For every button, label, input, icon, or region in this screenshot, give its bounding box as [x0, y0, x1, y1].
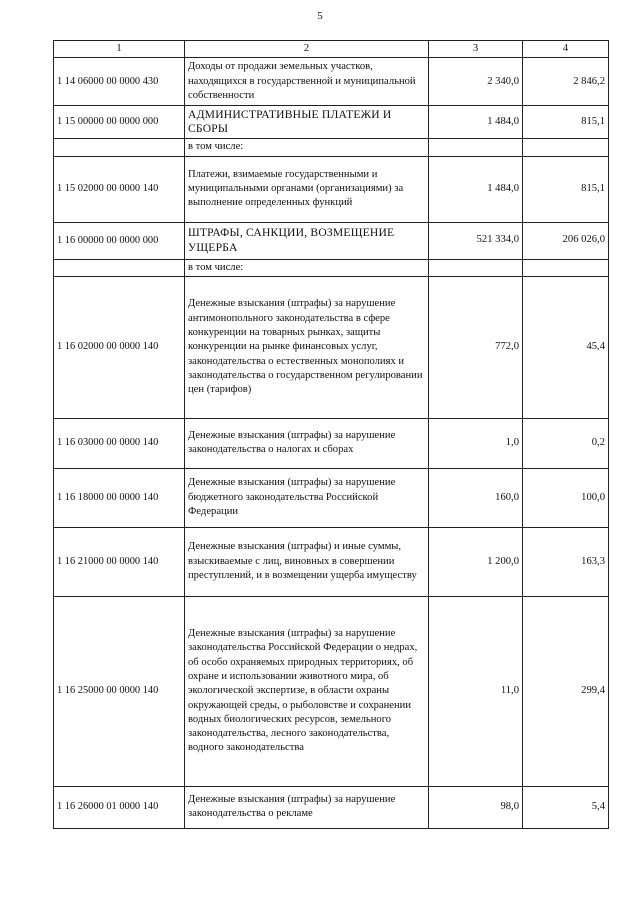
- budget-revenue-table: [53, 40, 609, 829]
- row-code: 1 16 25000 00 0000 140: [54, 596, 185, 786]
- row-col4-value: 815,1: [523, 106, 609, 139]
- row-code: [54, 259, 185, 276]
- row-col4-value: 5,4: [523, 786, 609, 828]
- table-row: [54, 106, 609, 139]
- table-header-row: [54, 41, 609, 58]
- row-col3-value: 160,0: [429, 468, 523, 527]
- header-col-4: 4: [523, 41, 609, 58]
- table-row: [54, 527, 609, 596]
- row-col3-value: 772,0: [429, 276, 523, 418]
- row-code: 1 15 02000 00 0000 140: [54, 156, 185, 222]
- row-col3-value: 1 200,0: [429, 527, 523, 596]
- row-code: 1 16 26000 01 0000 140: [54, 786, 185, 828]
- row-col4-value: 206 026,0: [523, 222, 609, 259]
- row-col3-value: 98,0: [429, 786, 523, 828]
- row-code: 1 16 03000 00 0000 140: [54, 418, 185, 468]
- table-row: [54, 156, 609, 222]
- row-name: Денежные взыскания (штрафы) и иные суммы, взыскиваемые с лиц, виновных в совершении преступлений, и в возмещении ущерба имуществу: [185, 527, 429, 596]
- row-col4-value: [523, 259, 609, 276]
- page-number: 5: [317, 10, 323, 22]
- row-col3-value: 1 484,0: [429, 156, 523, 222]
- row-col3-value: [429, 139, 523, 156]
- row-col4-value: 163,3: [523, 527, 609, 596]
- row-col3-value: 521 334,0: [429, 222, 523, 259]
- row-name: Доходы от продажи земельных участков, находящихся в государственной и муниципальной собственности: [185, 58, 429, 106]
- table-row: [54, 596, 609, 786]
- row-col3-value: 2 340,0: [429, 58, 523, 106]
- table-row: [54, 786, 609, 828]
- row-code: 1 16 00000 00 0000 000: [54, 222, 185, 259]
- row-col3-value: 11,0: [429, 596, 523, 786]
- table-row: [54, 276, 609, 418]
- header-col-3: 3: [429, 41, 523, 58]
- table-row: [54, 139, 609, 156]
- row-code: 1 16 18000 00 0000 140: [54, 468, 185, 527]
- table-row: [54, 259, 609, 276]
- row-col4-value: 0,2: [523, 418, 609, 468]
- table-row: [54, 58, 609, 106]
- row-col4-value: 815,1: [523, 156, 609, 222]
- row-name: Денежные взыскания (штрафы) за нарушение законодательства о налогах и сборах: [185, 418, 429, 468]
- row-col4-value: 100,0: [523, 468, 609, 527]
- row-name: в том числе:: [185, 259, 429, 276]
- row-col4-value: 299,4: [523, 596, 609, 786]
- row-name: Денежные взыскания (штрафы) за нарушение законодательства о рекламе: [185, 786, 429, 828]
- row-col4-value: 45,4: [523, 276, 609, 418]
- table-body: [54, 58, 609, 829]
- header-col-2: 2: [185, 41, 429, 58]
- row-col3-value: [429, 259, 523, 276]
- row-code: 1 16 02000 00 0000 140: [54, 276, 185, 418]
- table-row: [54, 418, 609, 468]
- header-col-1: 1: [54, 41, 185, 58]
- row-name: Денежные взыскания (штрафы) за нарушение бюджетного законодательства Российской Федерации: [185, 468, 429, 527]
- table-row: [54, 222, 609, 259]
- row-name: ШТРАФЫ, САНКЦИИ, ВОЗМЕЩЕНИЕ УЩЕРБА: [185, 222, 429, 259]
- row-code: 1 16 21000 00 0000 140: [54, 527, 185, 596]
- row-col4-value: 2 846,2: [523, 58, 609, 106]
- row-name: АДМИНИСТРАТИВНЫЕ ПЛАТЕЖИ И СБОРЫ: [185, 106, 429, 139]
- table-row: [54, 468, 609, 527]
- row-name: в том числе:: [185, 139, 429, 156]
- row-code: [54, 139, 185, 156]
- row-name: Денежные взыскания (штрафы) за нарушение антимонопольного законодательства в сфере конкуренции на товарных рынках, защиты конкуренции на рынке финансовых услуг, законодательства о естественных монополиях и законодательства о государственном регулировании цен (тарифов): [185, 276, 429, 418]
- row-code: 1 15 00000 00 0000 000: [54, 106, 185, 139]
- row-code: 1 14 06000 00 0000 430: [54, 58, 185, 106]
- row-name: Денежные взыскания (штрафы) за нарушение законодательства Российской Федерации о недрах, об особо охраняемых природных территориях, об охране и использовании животного мира, об экологической экспертизе, в области охраны окружающей среды, о рыболовстве и сохранении водных биологических ресурсов, земельного законодательства, лесного законодательства, водного законодательства: [185, 596, 429, 786]
- row-col3-value: 1,0: [429, 418, 523, 468]
- row-name: Платежи, взимаемые государственными и муниципальными органами (организациями) за выполнение определенных функций: [185, 156, 429, 222]
- row-col4-value: [523, 139, 609, 156]
- row-col3-value: 1 484,0: [429, 106, 523, 139]
